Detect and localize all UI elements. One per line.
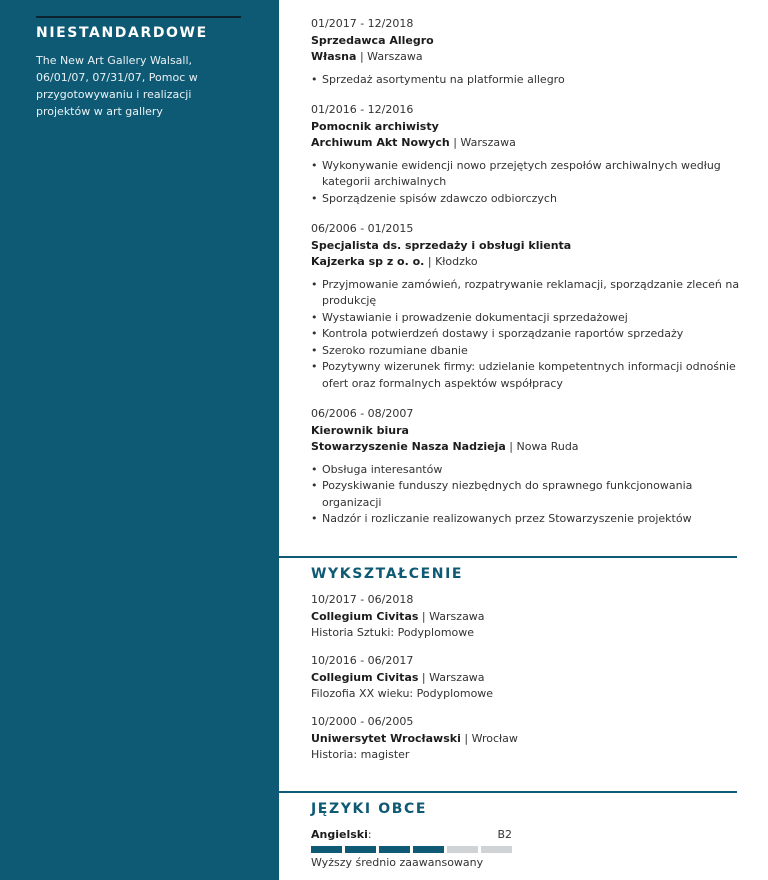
entry-bullets [311, 462, 741, 528]
entry-city: Warszawa [367, 50, 423, 63]
list-item: • Wykonywanie ewidencji nowo przejętych zespołów archiwalnych według kategorii archiwalnych [322, 158, 741, 191]
list-item: • Obsługa interesantów [322, 462, 741, 479]
entry-city: Warszawa [429, 670, 485, 684]
entry-degree: Historia: magister [311, 748, 410, 761]
language-description: Wyższy średnio zaawansowany [311, 856, 484, 869]
entry-date: 06/2006 - 08/2007 [311, 407, 414, 420]
entry-city: Kłodzko [435, 255, 478, 268]
experience-entry [311, 221, 741, 392]
entry-bullets [311, 277, 741, 393]
level-segment-filled [413, 846, 444, 853]
language-colon: : [367, 828, 372, 841]
section-divider [279, 791, 737, 793]
entry-title: Kierownik biura [311, 423, 409, 437]
custom-section-heading: NIESTANDARDOWE [36, 25, 208, 41]
language-row [311, 828, 516, 841]
list-item: • Sporządzenie spisów zdawczo odbiorczych [322, 191, 741, 208]
level-segment-filled [311, 846, 342, 853]
entry-separator: | [356, 50, 368, 63]
custom-section-text: The New Art Gallery Walsall, 06/01/07, 07/31/07, Pomoc w przygotowywaniu i realizacji projektów w art gallery [36, 54, 198, 118]
entry-title: Specjalista ds. sprzedaży i obsługi klienta [311, 238, 572, 252]
list-item: • Nadzór i rozliczanie realizowanych przez Stowarzyszenie projektów [322, 511, 741, 528]
entry-school: Uniwersytet Wrocławski [311, 731, 461, 745]
entry-city: Warszawa [460, 136, 516, 149]
entry-company: Własna [311, 50, 357, 63]
entry-date: 10/2017 - 06/2018 [311, 593, 414, 606]
entry-separator: | [460, 731, 472, 745]
education-entry [311, 653, 741, 703]
entry-separator: | [418, 670, 430, 684]
level-segment-empty [481, 846, 512, 853]
experience-entry [311, 102, 741, 207]
entry-separator: | [505, 440, 517, 453]
entry-date: 01/2016 - 12/2016 [311, 103, 414, 116]
entry-school: Collegium Civitas [311, 670, 419, 684]
language-name: Angielski [311, 828, 368, 841]
entry-separator: | [424, 255, 436, 268]
section-divider [279, 556, 737, 558]
entry-date: 10/2000 - 06/2005 [311, 715, 414, 728]
entry-company: Kajzerka sp z o. o. [311, 255, 425, 268]
entry-separator: | [418, 609, 430, 623]
languages-heading: JĘZYKI OBCE [311, 801, 428, 817]
experience-entry [311, 16, 741, 88]
language-level: B2 [497, 828, 512, 841]
list-item: • Pozyskiwanie funduszy niezbędnych do sprawnego funkcjonowania organizacji [322, 478, 741, 511]
entry-city: Nowa Ruda [516, 440, 579, 453]
entry-title: Pomocnik archiwisty [311, 119, 439, 133]
entry-title: Sprzedawca Allegro [311, 33, 434, 47]
language-level-bar [311, 846, 516, 853]
entry-date: 10/2016 - 06/2017 [311, 654, 414, 667]
entry-company: Stowarzyszenie Nasza Nadzieja [311, 440, 506, 453]
list-item: • Sprzedaż asortymentu na platformie allegro [322, 72, 741, 89]
list-item: • Pozytywny wizerunek firmy: udzielanie kompetentnych informacji odnośnie ofert oraz formalnych aspektów współpracy [322, 359, 741, 392]
list-item: • Szeroko rozumiane dbanie [322, 343, 741, 360]
level-segment-empty [447, 846, 478, 853]
entry-degree: Filozofia XX wieku: Podyplomowe [311, 687, 494, 700]
entry-degree: Historia Sztuki: Podyplomowe [311, 626, 475, 639]
sidebar-top-divider [36, 16, 241, 18]
entry-city: Wrocław [471, 731, 518, 745]
entry-city: Warszawa [429, 609, 485, 623]
sidebar [0, 0, 279, 880]
entry-bullets [311, 158, 741, 208]
list-item: • Wystawianie i prowadzenie dokumentacji sprzedażowej [322, 310, 741, 327]
entry-date: 01/2017 - 12/2018 [311, 17, 414, 30]
education-heading: WYKSZTAŁCENIE [311, 566, 464, 582]
experience-entry [311, 406, 741, 528]
entry-school: Collegium Civitas [311, 609, 419, 623]
entry-separator: | [449, 136, 461, 149]
education-entry [311, 592, 741, 642]
education-entry [311, 714, 741, 764]
entry-company: Archiwum Akt Nowych [311, 136, 450, 149]
entry-bullets [311, 72, 741, 89]
level-segment-filled [379, 846, 410, 853]
level-segment-filled [345, 846, 376, 853]
list-item: • Przyjmowanie zamówień, rozpatrywanie reklamacji, sporządzanie zleceń na produkcję [322, 277, 741, 310]
list-item: • Kontrola potwierdzeń dostawy i sporządzanie raportów sprzedaży [322, 326, 741, 343]
entry-date: 06/2006 - 01/2015 [311, 222, 414, 235]
